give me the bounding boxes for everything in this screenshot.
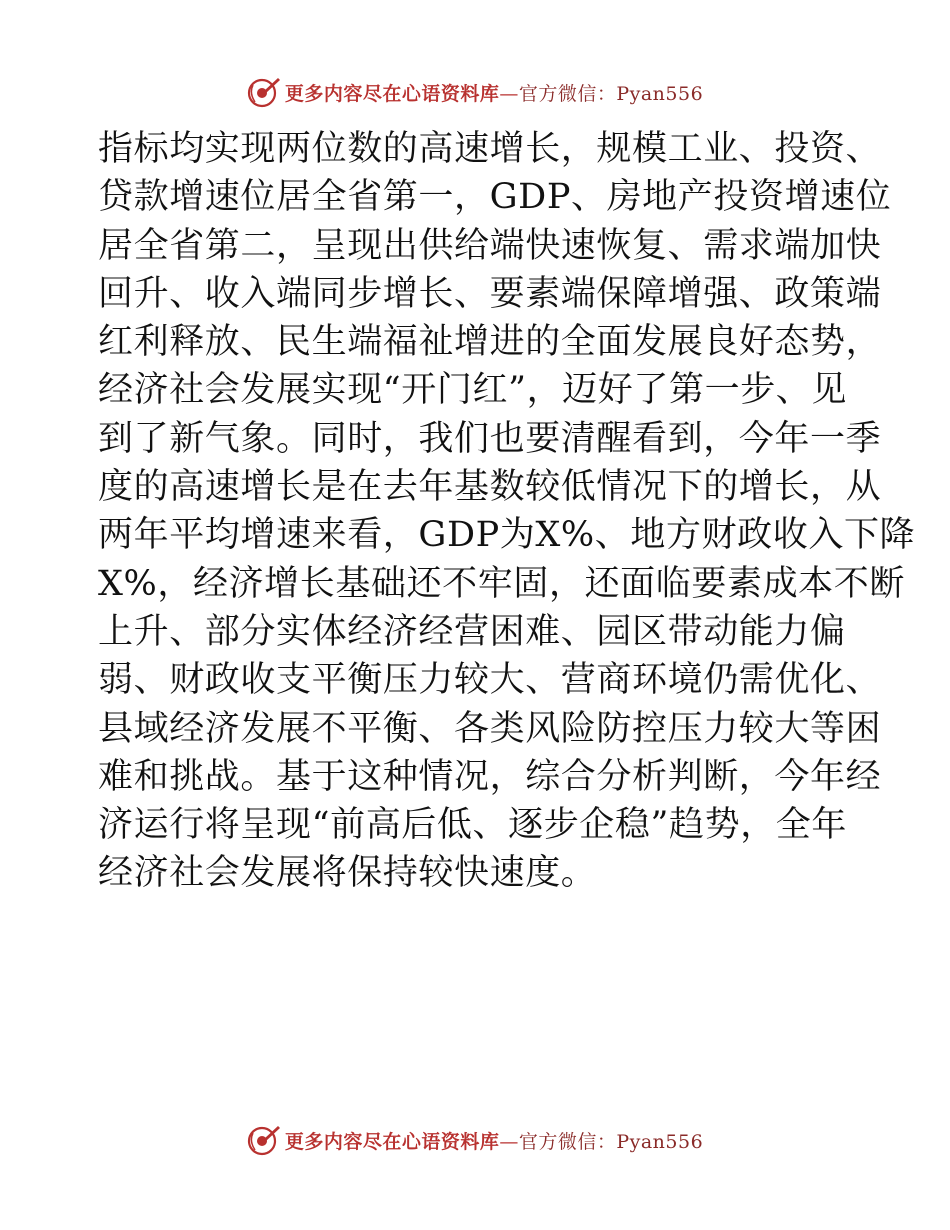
watermark-text	[285, 1127, 703, 1154]
watermark-wechat: 官方微信：Pyan556	[518, 1130, 704, 1153]
watermark-separator: —	[499, 1130, 519, 1153]
paragraph-line: 经济社会发展将保持较快速度。	[98, 853, 597, 894]
paragraph-line: 经济社会发展实现“开门红”，迈好了第一步、见	[98, 370, 847, 411]
document-paragraph	[98, 125, 916, 898]
paragraph-line: 上升、部分实体经济经营困难、园区带动能力偏	[98, 611, 846, 652]
watermark-wechat: 官方微信：Pyan556	[518, 82, 704, 105]
pen-logo-icon	[247, 1123, 281, 1157]
watermark-separator: —	[499, 82, 519, 105]
paragraph-line: 两年平均增速来看，GDP为X%、地方财政收入下降	[98, 515, 916, 556]
paragraph-line: 红利释放、民生端福祉增进的全面发展良好态势，	[98, 322, 882, 363]
paragraph-line: 度的高速增长是在去年基数较低情况下的增长，从	[98, 467, 882, 508]
paragraph-line: 到了新气象。同时，我们也要清醒看到，今年一季	[98, 418, 882, 459]
paragraph-line: 指标均实现两位数的高速增长，规模工业、投资、	[98, 129, 882, 169]
paragraph-line: 县域经济发展不平衡、各类风险防控压力较大等困	[98, 708, 882, 749]
watermark-brand: 更多内容尽在心语资料库	[284, 82, 500, 105]
paragraph-line: 贷款增速位居全省第一，GDP、房地产投资增速位	[98, 177, 892, 218]
paragraph-line: 弱、财政收支平衡压力较大、营商环境仍需优化、	[98, 660, 882, 701]
footer-watermark	[0, 1120, 950, 1160]
pen-logo-icon	[247, 75, 281, 109]
paragraph-line: 济运行将呈现“前高后低、逐步企稳”趋势，全年	[98, 805, 847, 846]
watermark-text	[285, 79, 703, 106]
paragraph-line: 回升、收入端同步增长、要素端保障增强、政策端	[98, 273, 882, 314]
paragraph-line: 居全省第二，呈现出供给端快速恢复、需求端加快	[98, 225, 882, 266]
header-watermark	[0, 72, 950, 112]
paragraph-line: 难和挑战。基于这种情况，综合分析判断，今年经	[98, 756, 882, 797]
paragraph-line: X%，经济增长基础还不牢固，还面临要素成本不断	[98, 563, 905, 604]
watermark-brand: 更多内容尽在心语资料库	[284, 1130, 500, 1153]
